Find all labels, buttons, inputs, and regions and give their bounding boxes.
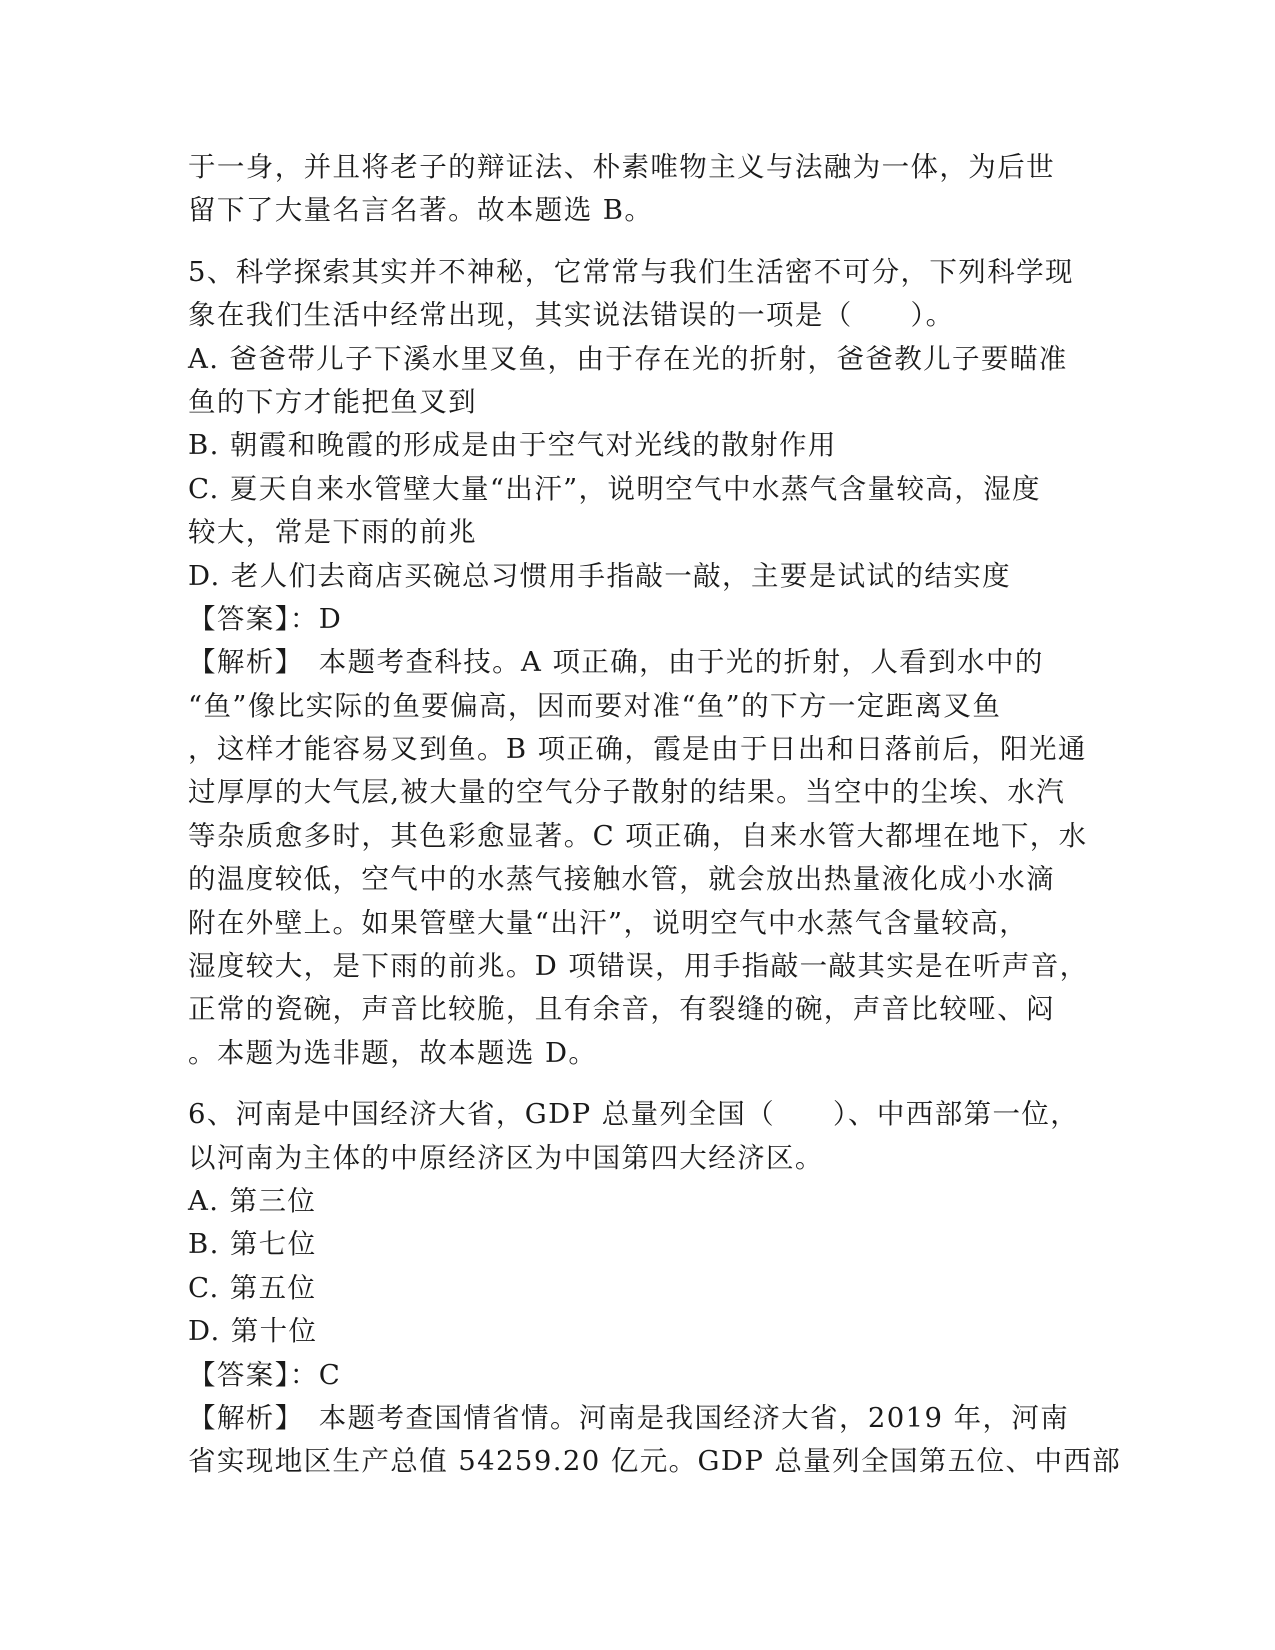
question-6 [188, 1093, 1122, 1484]
analysis-line: 的温度较低，空气中的水蒸气接触水管，就会放出热量液化成小水滴 [188, 863, 1055, 896]
option-d: D. 老人们去商店买碗总习惯用手指敲一敲，主要是试试的结实度 [188, 559, 1012, 592]
analysis-line: 等杂质愈多时，其色彩愈显著。C 项正确，自来水管大都埋在地下，水 [188, 819, 1088, 852]
option-d: D. 第十位 [188, 1315, 318, 1348]
question-stem: 6、河南是中国经济大省，GDP 总量列全国（ ）、中西部第一位， [188, 1098, 1080, 1131]
option-a: A. 第三位 [188, 1184, 317, 1217]
option-c: C. 夏天自来水管壁大量“出汗”，说明空气中水蒸气含量较高，湿度 [188, 472, 1041, 505]
text-line: 留下了大量名言名著。故本题选 B。 [188, 194, 654, 227]
answer: 【答案】：C [188, 1358, 342, 1391]
option-a: A. 爸爸带儿子下溪水里叉鱼，由于存在光的折射，爸爸教儿子要瞄准 [188, 342, 1068, 375]
analysis-line: “鱼”像比实际的鱼要偏高，因而要对准“鱼”的下方一定距离叉鱼 [188, 689, 1002, 722]
analysis-line: 湿度较大，是下雨的前兆。D 项错误，用手指敲一敲其实是在听声音， [188, 950, 1089, 983]
analysis-line: 过厚厚的大气层,被大量的空气分子散射的结果。当空中的尘埃、水汽 [188, 776, 1066, 809]
question-stem: 5、科学探索其实并不神秘，它常常与我们生活密不可分，下列科学现 [188, 255, 1074, 288]
text-line: 于一身，并且将老子的辩证法、朴素唯物主义与法融为一体，为后世 [188, 151, 1055, 183]
analysis-line: 正常的瓷碗，声音比较脆，且有余音，有裂缝的碗，声音比较哑、闷 [188, 993, 1055, 1026]
option-c: C. 第五位 [188, 1271, 317, 1304]
option-b: B. 第七位 [188, 1228, 317, 1261]
analysis-line: ，这样才能容易叉到鱼。B 项正确，霞是由于日出和日落前后，阳光通 [188, 733, 1087, 766]
analysis-line: 附在外壁上。如果管壁大量“出汗”，说明空气中水蒸气含量较高， [188, 906, 1029, 939]
document-page [188, 146, 1122, 1484]
option-a: 鱼的下方才能把鱼叉到 [188, 385, 477, 418]
analysis-line: 【解析】 本题考查科技。A 项正确，由于光的折射，人看到水中的 [188, 646, 1044, 679]
previous-analysis-continuation [188, 146, 1088, 233]
analysis-line: 【解析】 本题考查国情省情。河南是我国经济大省，2019 年，河南 [188, 1401, 1070, 1434]
analysis-line: 。本题为选非题，故本题选 D。 [188, 1036, 598, 1069]
analysis-line: 省实现地区生产总值 54259.20 亿元。GDP 总量列全国第五位、中西部 [188, 1445, 1122, 1478]
option-c: 较大，常是下雨的前兆 [188, 516, 477, 549]
question-stem: 象在我们生活中经常出现，其实说法错误的一项是（ ）。 [188, 299, 955, 332]
answer: 【答案】：D [188, 602, 343, 635]
question-stem: 以河南为主体的中原经济区为中国第四大经济区。 [188, 1141, 824, 1174]
option-b: B. 朝霞和晚霞的形成是由于空气对光线的散射作用 [188, 429, 837, 462]
question-5 [188, 251, 1088, 1075]
